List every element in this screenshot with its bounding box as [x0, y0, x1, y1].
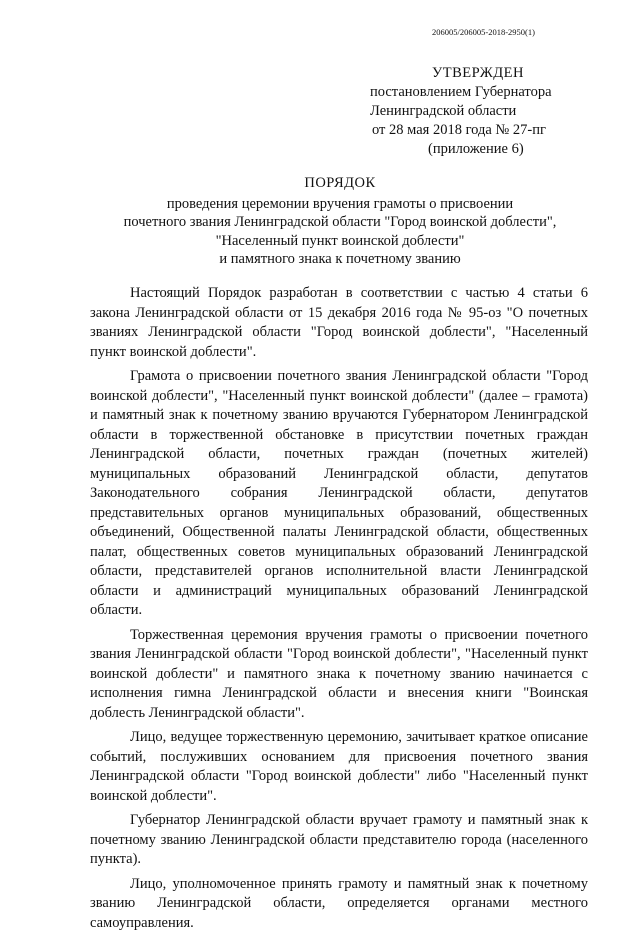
approval-line: Ленинградской области [370, 103, 517, 119]
title-line: "Населенный пункт воинской доблести" [215, 232, 465, 249]
body-paragraph: Лицо, уполномоченное принять грамоту и памятный знак к почетному званию Ленинградской области, определяется органами местного самоуправления. [90, 875, 588, 931]
document-registration-number: 206005/206005-2018-2950(1) [432, 27, 535, 37]
approval-stamp [360, 64, 600, 159]
body-paragraph: Настоящий Порядок разработан в соответствии с частью 4 статьи 6 закона Ленинградской области от 15 декабря 2016 года № 95-оз "О почетных званиях Ленинградской области "Город воинской доблести", "Населенный пункт воинской доблести". [90, 285, 588, 360]
body-paragraph: Губернатор Ленинградской области вручает грамоту и памятный знак к почетному званию Ленинградской области представителю города (населенного пункта). [90, 812, 588, 867]
approval-line: от 28 мая 2018 года № 27-пг [372, 122, 546, 138]
title-line: почетного звания Ленинградской области "Город воинской доблести", [123, 214, 557, 230]
body-paragraph: Лицо, ведущее торжественную церемонию, зачитывает краткое описание событий, послуживших основанием для присвоения почетного звания Ленинградской области "Город воинской доблести" либо "Населенный пункт воинской доблести". [90, 729, 588, 804]
document-body [90, 284, 588, 938]
document-title [90, 174, 590, 269]
title-heading: ПОРЯДОК [304, 175, 376, 191]
body-paragraph: Торжественная церемония вручения грамоты о присвоении почетного звания Ленинградской области "Город воинской доблести", "Населенный пункт воинской доблести" и памятного знака к почетному званию начинается с исполнения гимна Ленинградской области и внесения книги "Воинская доблесть Ленинградской области". [90, 626, 588, 721]
title-line: проведения церемонии вручения грамоты о присвоении [166, 195, 514, 212]
title-line: и памятного знака к почетному званию [219, 251, 461, 267]
body-paragraph: Грамота о присвоении почетного звания Ленинградской области "Город воинской доблести", "Населенный пункт воинской доблести" (далее – грамота) и памятный знак к почетному званию вручаются Губернатором Ленинградской области в торжественной обстановке в присутствии почетных граждан Ленинградской области, почетных граждан (почетных жителей) муниципальных образований Ленинградской области, депутатов Законодательного собрания Ленинградской области, депутатов представительных органов муниципальных образований, общественных объединений, Общественной палаты Ленинградской области, общественных палат, общественных советов муниципальных образований Ленинградской области, представителей органов исполнительной власти Ленинградской области и администраций муниципальных образований Ленинградской области. [90, 368, 588, 618]
approval-line: (приложение 6) [428, 141, 524, 157]
approval-title: УТВЕРЖДЕН [432, 65, 524, 81]
approval-line: постановлением Губернатора [370, 84, 552, 100]
